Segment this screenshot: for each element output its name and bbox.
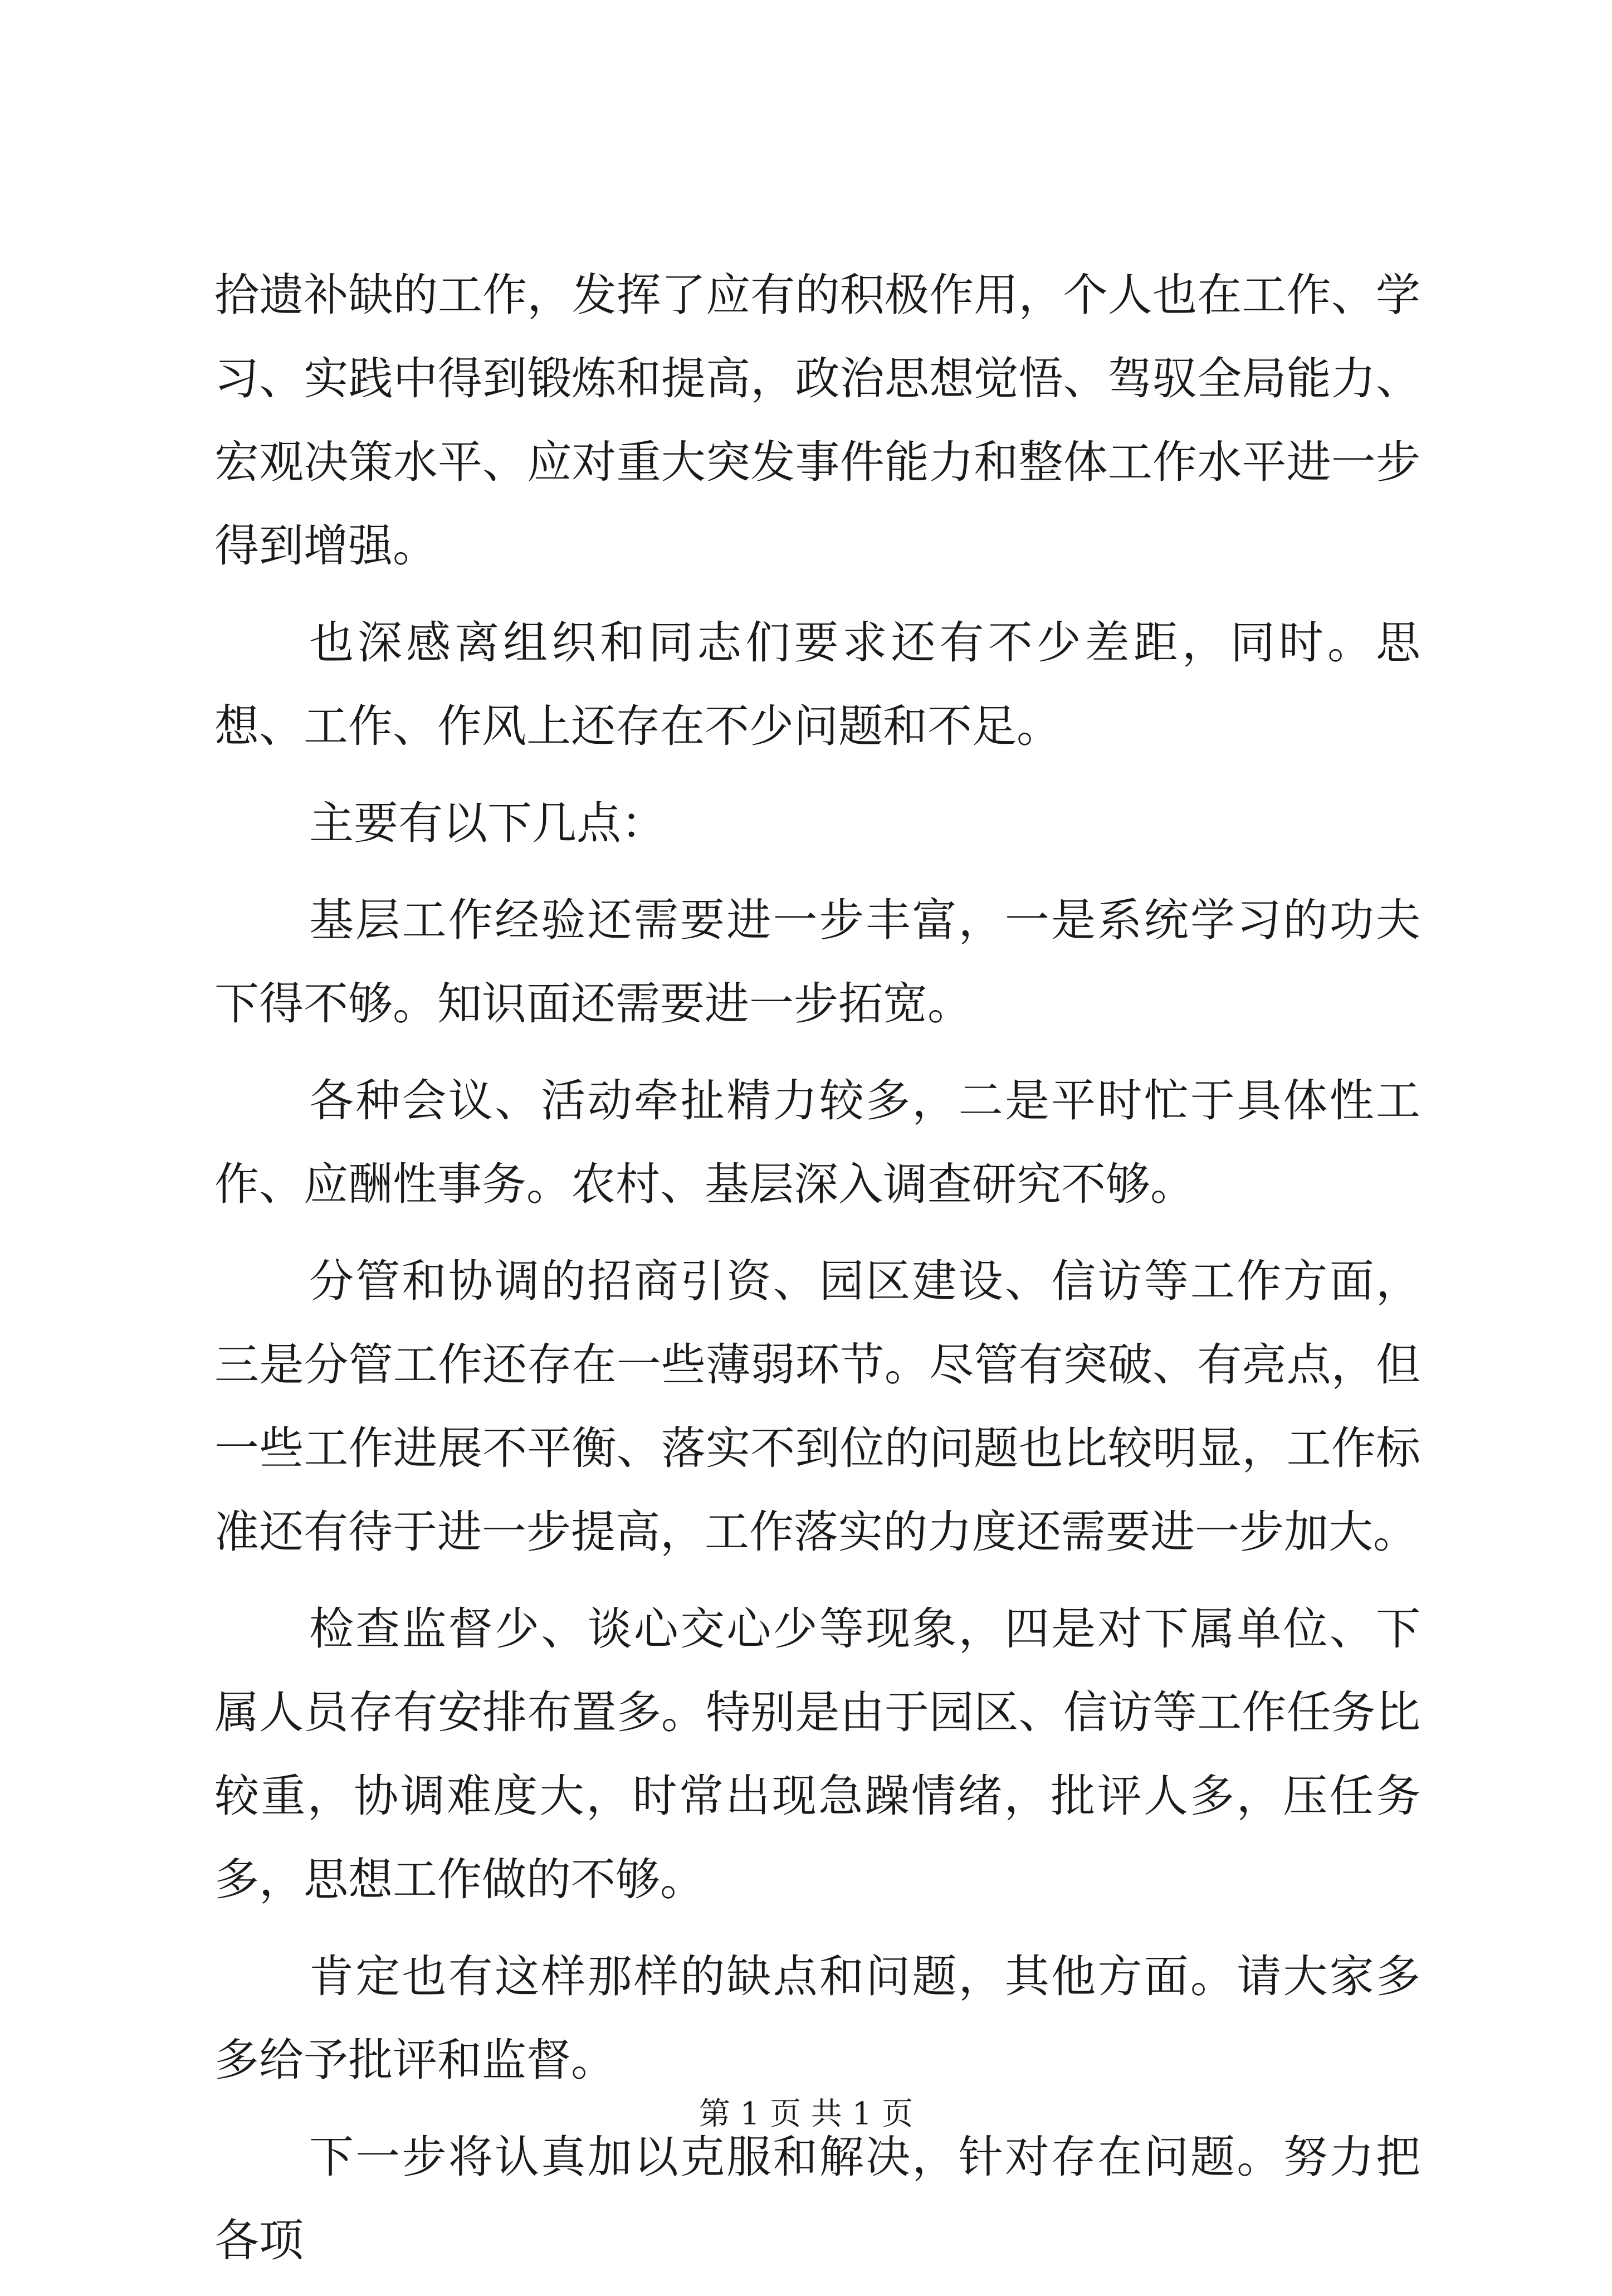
paragraph-5: 各种会议、活动牵扯精力较多，二是平时忙于具体性工作、应酬性事务。农村、基层深入调查研究不够。 bbox=[214, 1075, 1420, 1210]
document-body bbox=[214, 254, 1420, 2296]
paragraph-2: 也深感离组织和同志们要求还有不少差距，同时。思想、工作、作风上还存在不少问题和不足。 bbox=[214, 617, 1420, 752]
paragraph-7: 检查监督少、谈心交心少等现象，四是对下属单位、下属人员存有安排布置多。特别是由于园区、信访等工作任务比较重，协调难度大，时常出现急躁情绪，批评人多，压任务多，思想工作做的不够。 bbox=[214, 1603, 1420, 1905]
paragraph-9: 下一步将认真加以克服和解决，针对存在问题。努力把各项 bbox=[214, 2131, 1420, 2266]
paragraph-8: 肯定也有这样那样的缺点和问题，其他方面。请大家多多给予批评和监督。 bbox=[214, 1951, 1420, 2086]
paragraph-4: 基层工作经验还需要进一步丰富，一是系统学习的功夫下得不够。知识面还需要进一步拓宽。 bbox=[214, 894, 1420, 1030]
paragraph-6: 分管和协调的招商引资、园区建设、信访等工作方面，三是分管工作还存在一些薄弱环节。尽管有突破、有亮点，但一些工作进展不平衡、落实不到位的问题也比较明显，工作标准还有待于进一步提高，工作落实的力度还需要进一步加大。 bbox=[214, 1255, 1420, 1558]
paragraph-1: 拾遗补缺的工作，发挥了应有的积极作用，个人也在工作、学习、实践中得到锻炼和提高，政治思想觉悟、驾驭全局能力、宏观决策水平、应对重大突发事件能力和整体工作水平进一步得到增强。 bbox=[214, 269, 1420, 572]
page-footer: 第 1 页 共 1 页 bbox=[698, 2096, 914, 2132]
paragraph-3: 主要有以下几点： bbox=[309, 797, 666, 849]
